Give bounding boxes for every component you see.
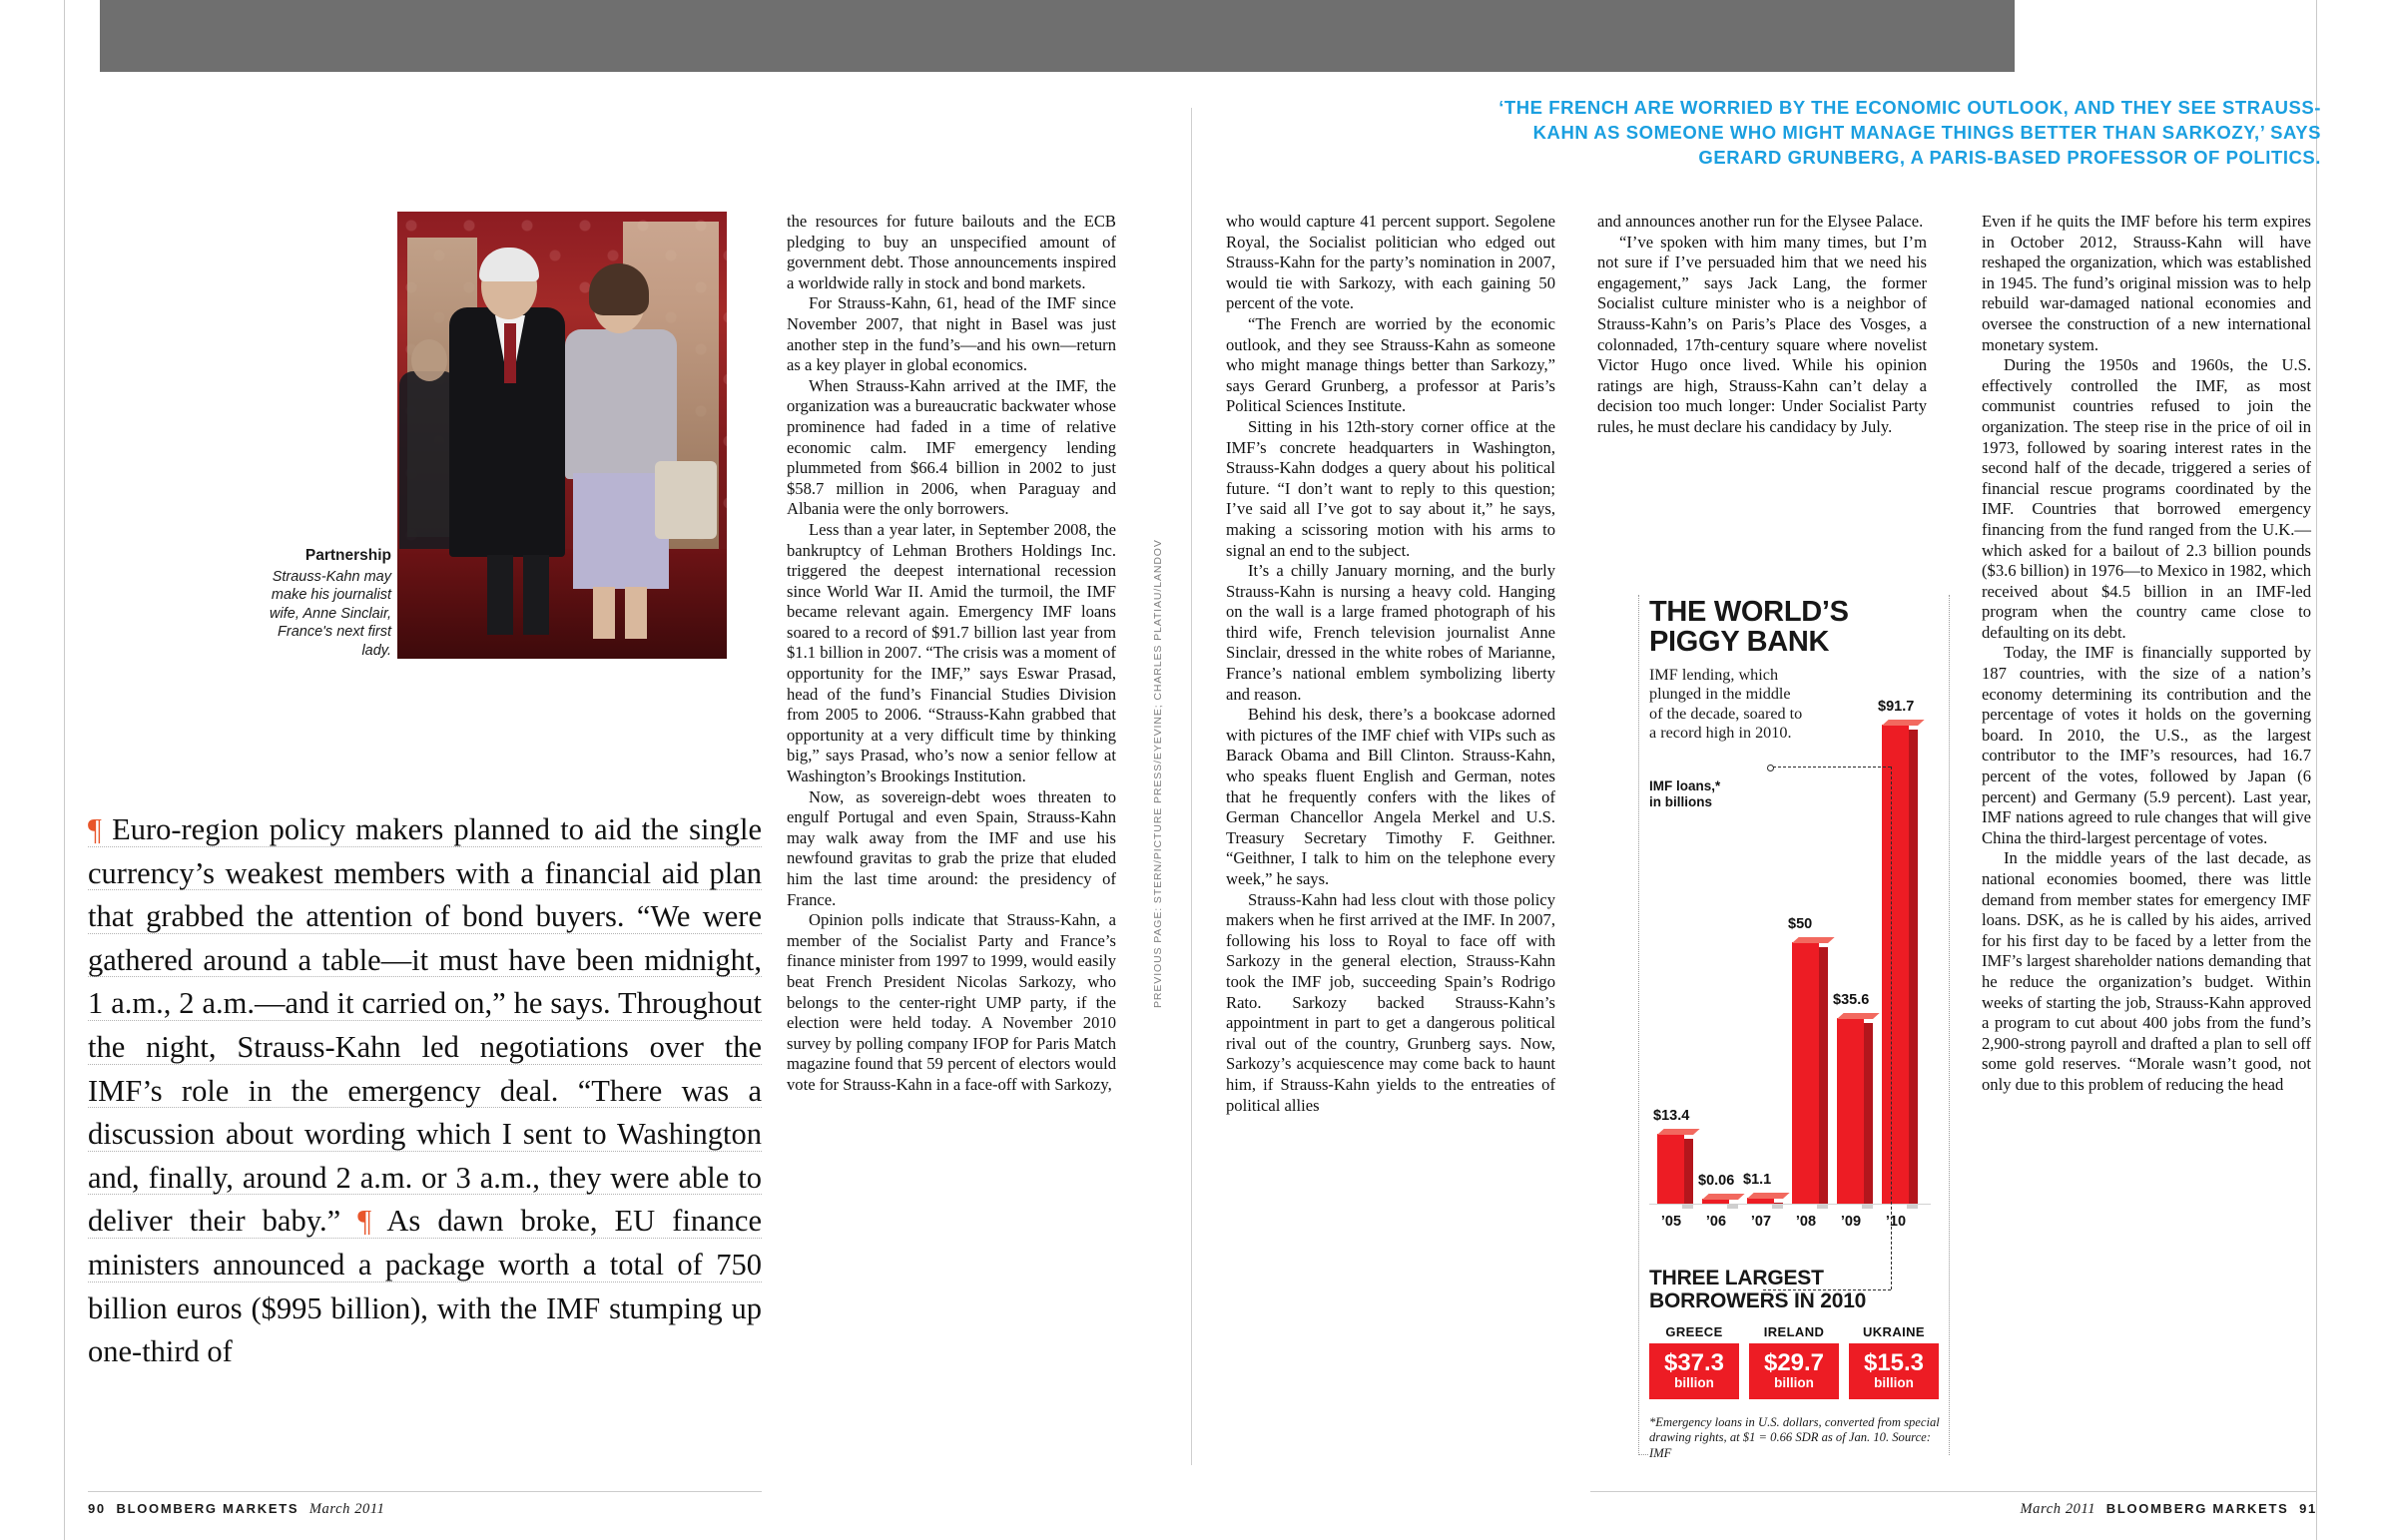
body-paragraph: Strauss-Kahn had less clout with those policy makers when he first arrived at the IMF. In 2007, following his loss to Royal to face off with Sarkozy in the general election, Strauss-Kahn took the IMF job, succeeding Spain’s Rodrigo Rato. Sarkozy backed Strauss-Kahn’s appointment in part to get a dangerous political rival out of the country, Grunberg says. Now, Sarkozy’s acquiescence may come back to haunt him, if Strauss-Kahn yields to the entreaties of political allies <box>1226 889 1555 1115</box>
folio-left <box>88 1501 385 1518</box>
chart-x-tick-label: ’08 <box>1795 1214 1817 1230</box>
folio-right-magazine: BLOOMBERG MARKETS <box>2105 1501 2289 1516</box>
pilcrow-icon: ¶ <box>88 812 102 846</box>
folio-left-magazine: BLOOMBERG MARKETS <box>116 1501 299 1516</box>
borrower-card <box>1649 1324 1739 1399</box>
imf-loans-bar-chart <box>1649 597 1949 1256</box>
chart-bar-shadow <box>1727 1204 1738 1209</box>
photo-man-tie <box>504 323 516 383</box>
folio-left-date: March 2011 <box>308 1501 385 1517</box>
infographic-subtitle: IMF lending, which plunged in the middle of the decade, soared to a record high in 2010. <box>1649 666 1803 743</box>
body-paragraph: the resources for future bailouts and the ECB pledging to buy an unspecified amount of government debt. Those announcements inspired a worldwide rally in stock and bond markets. <box>787 212 1116 292</box>
photo-image <box>397 212 727 659</box>
borrower-card <box>1749 1324 1839 1399</box>
borrower-amount-unit: billion <box>1774 1375 1814 1390</box>
infographic-title-line1: THE WORLD’S <box>1649 596 1849 628</box>
borrowers-title-line1: THREE LARGEST <box>1649 1267 1824 1289</box>
photo-floor <box>397 549 727 659</box>
body-paragraph: Now, as sovereign-debt woes threaten to engulf Portugal and even Spain, Strauss-Kahn may walk away from the IMF and use his newfound gravitas to grab the prize that eluded him the last time around: the presidency of France. <box>787 786 1116 909</box>
body-paragraph: Today, the IMF is financially supported by 187 countries, with the size of a nation’s economy determining its contribution and the percentage of votes it holds on the governing board. In 2010, the U.S., as the largest contributor to the IMF’s resources, had 16.7 percent of the votes, followed by Japan (6 percent) and Germany (5.9 percent). Last year, IMF nations agreed to rule changes that will give China the third-largest percentage of votes. <box>1982 643 2311 847</box>
infographic-footnote: *Emergency loans in U.S. dollars, converted from special drawing rights, at $1 = 0.66 SDR as of Jan. 10. Source: IMF <box>1649 1415 1940 1460</box>
lede-text-part1: Euro-region policy makers planned to aid the single currency’s weakest members with a financial aid plan that grabbed the attention of bond buyers. “We were gathered around a table—it must have been midnight, 1 a.m., 2 a.m.—and it carried on,” he says. Throughout the night, Strauss-Kahn led negotiations over the IMF’s role in the emergency deal. “There was a discussion about wording which I sent to Washington and, finally, around 2 a.m. or 3 a.m., they were able to deliver their baby.” <box>88 812 762 1239</box>
body-paragraph: Less than a year later, in September 2008, the bankruptcy of Lehman Brothers Holdings Inc. triggered the deepest international recession since World War II. Amid the turmoil, the IMF became relevant again. Emergency IMF loans soared to a record of $91.7 billion last year from $1.1 billion in 2007. “The crisis was a moment of opportunity for the IMF,” says Eswar Prasad, head of the fund’s Financial Studies Division from 2005 to 2006. “Strauss-Kahn grabbed that opportunity at a very difficult time by thinking big,” says Prasad, who’s now a senior fellow at Washington’s Brookings Institution. <box>787 519 1116 786</box>
chart-bar <box>1882 725 1909 1204</box>
chart-bar-shadow <box>1817 1204 1828 1209</box>
chart-x-tick-label: ’10 <box>1885 1214 1907 1230</box>
borrowers-title <box>1649 1268 1949 1312</box>
infographic-title-line2: PIGGY BANK <box>1649 626 1830 658</box>
borrower-amount-box <box>1849 1343 1939 1399</box>
chart-bar-top <box>1702 1194 1745 1200</box>
body-paragraph: Sitting in his 12th-story corner office at the IMF’s concrete headquarters in Washington, Strauss-Kahn dodges a query about his political future. “I don’t want to reply to this question; I’ve said all I’ve got to say about it,” he says, making a scissoring motion with his arms to signal an end to the subject. <box>1226 416 1555 560</box>
chart-bar-shadow <box>1862 1204 1873 1209</box>
body-paragraph: In the middle years of the last decade, as national economies boomed, there was little demand from member states for emergency IMF loans. DSK, as he is called by his aides, arrived for his first day to be faced by a letter from the IMF’s largest shareholder nations demanding that he reduce the organization’s budget. Within weeks of starting the job, Strauss-Kahn approved a program to cut about 400 jobs from the fund’s 2,900-strong payroll and drafted a plan to sell off some gold reserves. “Morale wasn’t good, not only due to this problem of reducing the head <box>1982 848 2311 1094</box>
chart-bar-shadow <box>1682 1204 1693 1209</box>
chart-bar-side <box>1819 947 1828 1204</box>
top-decorative-band <box>100 0 2015 72</box>
chart-bar-value-label: $1.1 <box>1743 1172 1772 1189</box>
pilcrow-icon-2: ¶ <box>357 1204 372 1239</box>
folio-rule-left <box>88 1491 762 1492</box>
chart-bar-top <box>1882 720 1925 726</box>
chart-bar-side <box>1864 1023 1873 1204</box>
infographic-rule-left <box>1638 595 1639 1455</box>
borrower-country-name: GREECE <box>1665 1324 1723 1339</box>
chart-bar <box>1747 1198 1774 1204</box>
chart-bar-top <box>1792 937 1835 943</box>
body-column-3 <box>1597 212 1927 438</box>
body-paragraph: Even if he quits the IMF before his term expires in October 2012, Strauss-Kahn will have reshaped the organization, which was established in 1945. The fund’s original mission was to help rebuild war-damaged national economies and oversee the construction of a new international monetary system. <box>1982 212 2311 354</box>
body-paragraph: During the 1950s and 1960s, the U.S. effectively controlled the IMF, as most communist countries refused to join the organization. The steep rise in the price of oil in 1973, followed by soaring interest rates in the second half of the decade, triggered a series of financial rescue programs coordinated by the IMF. Countries that borrowed emergency financing from the fund ranged from the U.K.—which asked for a bailout of 2.3 billion pounds ($3.6 billion) in 1976—to Mexico in 1982, which received about $4.5 billion in an IMF-led program when the country came close to defaulting on its debt. <box>1982 355 2311 642</box>
folio-right-page-number: 91 <box>2299 1501 2317 1516</box>
photo-woman-hair <box>589 263 649 315</box>
article-photo <box>397 212 727 659</box>
borrower-amount: $29.7 <box>1763 1349 1825 1376</box>
borrower-card <box>1849 1324 1939 1399</box>
chart-bar <box>1702 1199 1729 1204</box>
infographic <box>1649 596 1949 1460</box>
chart-axis-label-line2: in billions <box>1649 794 1712 809</box>
chart-bar-value-label: $13.4 <box>1653 1107 1690 1124</box>
borrower-amount-unit: billion <box>1874 1375 1914 1390</box>
deck-quote: ‘THE FRENCH ARE WORRIED BY THE ECONOMIC OUTLOOK, AND THEY SEE STRAUSS-KAHN AS SOMEONE WHO MIGHT MANAGE THINGS BETTER THAN SARKOZY,’ SAYS GERARD GRUNBERG, A PARIS-BASED PROFESSOR OF POLITICS. <box>1498 97 2321 168</box>
body-paragraph: For Strauss-Kahn, 61, head of the IMF since November 2007, that night in Basel was just another step in the fund’s—and his own—return as a key player in global economics. <box>787 293 1116 375</box>
chart-bar-value-label: $35.6 <box>1833 991 1870 1008</box>
borrower-amount: $37.3 <box>1663 1349 1725 1376</box>
body-paragraph: and announces another run for the Elysee Palace. <box>1597 212 1924 231</box>
folio-right <box>2020 1501 2317 1518</box>
caption-heading: Partnership <box>304 547 391 564</box>
folio-right-date: March 2011 <box>2020 1501 2096 1517</box>
folio-rule-right <box>1590 1491 2317 1492</box>
chart-x-tick-label: ’05 <box>1660 1214 1682 1230</box>
chart-x-tick-label: ’06 <box>1705 1214 1727 1230</box>
borrower-amount-unit: billion <box>1674 1375 1714 1390</box>
borrower-country-name: UKRAINE <box>1862 1324 1926 1339</box>
photo-woman-leg-left <box>593 587 615 639</box>
lede-paragraph <box>88 808 762 1374</box>
chart-bar-shadow <box>1772 1204 1783 1209</box>
page-gutter-rule <box>1191 108 1192 1465</box>
chart-bar-value-label: $50 <box>1788 916 1813 933</box>
caption-body: Strauss-Kahn may make his journalist wife, Anne Sinclair, France's next first lady. <box>270 568 391 659</box>
chart-bar <box>1657 1134 1684 1204</box>
band-right-fill <box>2015 0 2381 72</box>
chart-x-tick-label: ’07 <box>1750 1214 1772 1230</box>
folio-left-page-number: 90 <box>88 1501 106 1516</box>
body-paragraph: “The French are worried by the economic outlook, and they see Strauss-Kahn as someone who might manage things better than Sarkozy,” says Gerard Grunberg, a professor at Paris’s Political Sciences Institute. <box>1226 313 1555 416</box>
chart-bar-top <box>1657 1129 1700 1135</box>
borrowers-row <box>1649 1324 1949 1399</box>
body-paragraph: Opinion polls indicate that Strauss-Kahn, a member of the Socialist Party and France’s finance minister from 1997 to 1999, would easily beat French President Nicolas Sarkozy, who belongs to the center-right UMP party, if the election were held today. A November 2010 survey by polling company IFOP for Paris Match magazine found that 59 percent of electors would vote for Strauss-Kahn in a face-off with Sarkozy, <box>787 910 1116 1094</box>
right-trim-rule <box>2316 0 2317 1540</box>
body-column-4 <box>1982 212 2311 1096</box>
largest-borrowers-panel <box>1649 1268 1949 1461</box>
left-trim-rule <box>64 0 65 1540</box>
chart-bar-top <box>1837 1013 1880 1019</box>
photo-caption <box>246 547 391 660</box>
body-column-2 <box>1226 212 1555 1116</box>
body-paragraph: Behind his desk, there’s a bookcase adorned with pictures of the IMF chief with VIPs such as Barack Obama and Bill Clinton. Strauss-Kahn, who speaks fluent English and German, notes that he frequently confers with the likes of German Chancellor Angela Merkel and U.S. Treasury Secretary Timothy F. Geithner. “Geithner, I talk to him on the telephone every week,” he says. <box>1226 705 1555 888</box>
chart-bar-side <box>1909 730 1918 1204</box>
borrower-amount: $15.3 <box>1863 1349 1925 1376</box>
photo-man-leg-left <box>487 555 513 635</box>
infographic-rule-right <box>1949 595 1950 1455</box>
body-column-1 <box>787 212 1116 1096</box>
chart-bar <box>1837 1018 1864 1204</box>
body-paragraph: When Strauss-Kahn arrived at the IMF, the organization was a bureaucratic backwater whose prominence had faded in a time of relative economic calm. IMF emergency lending plummeted from $66.4 billion in 2002 to just $58.7 million in 2006, when Paraguay and Albania were the only borrowers. <box>787 375 1116 519</box>
lede-text-part2: As dawn broke, EU finance ministers announced a package worth a total of 750 billion euros ($995 billion), with the IMF stumping up one-third of <box>88 1204 762 1369</box>
photo-handbag <box>655 461 717 539</box>
photo-man-leg-right <box>523 555 549 635</box>
borrower-amount-box <box>1749 1343 1839 1399</box>
borrower-country-name: IRELAND <box>1763 1324 1825 1339</box>
photo-woman-coat <box>565 329 677 479</box>
photo-credit: PREVIOUS PAGE: STERN/PICTURE PRESS/EYEVINE; CHARLES PLATIAU/LANDOV <box>1152 539 1164 1008</box>
chart-x-tick-label: ’09 <box>1840 1214 1862 1230</box>
chart-bar-top <box>1747 1193 1790 1199</box>
photo-background-person-head <box>411 339 447 381</box>
body-paragraph: who would capture 41 percent support. Segolene Royal, the Socialist politician who edged out Strauss-Kahn for the party’s nomination in 2007, would tie with Sarkozy, with each gaining 50 percent of the vote. <box>1226 212 1555 313</box>
chart-bar-shadow <box>1907 1204 1918 1209</box>
chart-axis-label-line1: IMF loans,* <box>1649 778 1721 793</box>
photo-woman-leg-right <box>625 587 647 639</box>
chart-bar-value-label: $91.7 <box>1878 699 1915 715</box>
borrower-amount-box <box>1649 1343 1739 1399</box>
body-paragraph: It’s a chilly January morning, and the burly Strauss-Kahn is nursing a heavy cold. Hanging on the wall is a large framed photograph of his third wife, French television journalist Anne Sinclair, dressed in the white robes of Marianne, France’s national emblem symbolizing liberty and reason. <box>1226 561 1555 704</box>
borrowers-title-line2: BORROWERS IN 2010 <box>1649 1288 1867 1312</box>
body-paragraph: “I’ve spoken with him many times, but I’m not sure if I’ve persuaded him that we need his engagement,” says Jack Lang, the former Socialist culture minister who is a neighbor of Strauss-Kahn’s on Paris’s Place des Vosges, a colonnaded, 17th-century square where novelist Victor Hugo once lived. While his opinion ratings are high, Strauss-Kahn can’t delay a decision too much longer: Under Socialist Party rules, he must declare his candidacy by July. <box>1597 232 1927 436</box>
chart-bar-side <box>1684 1139 1693 1204</box>
chart-bar <box>1792 942 1819 1204</box>
chart-bar-value-label: $0.06 <box>1698 1173 1735 1189</box>
